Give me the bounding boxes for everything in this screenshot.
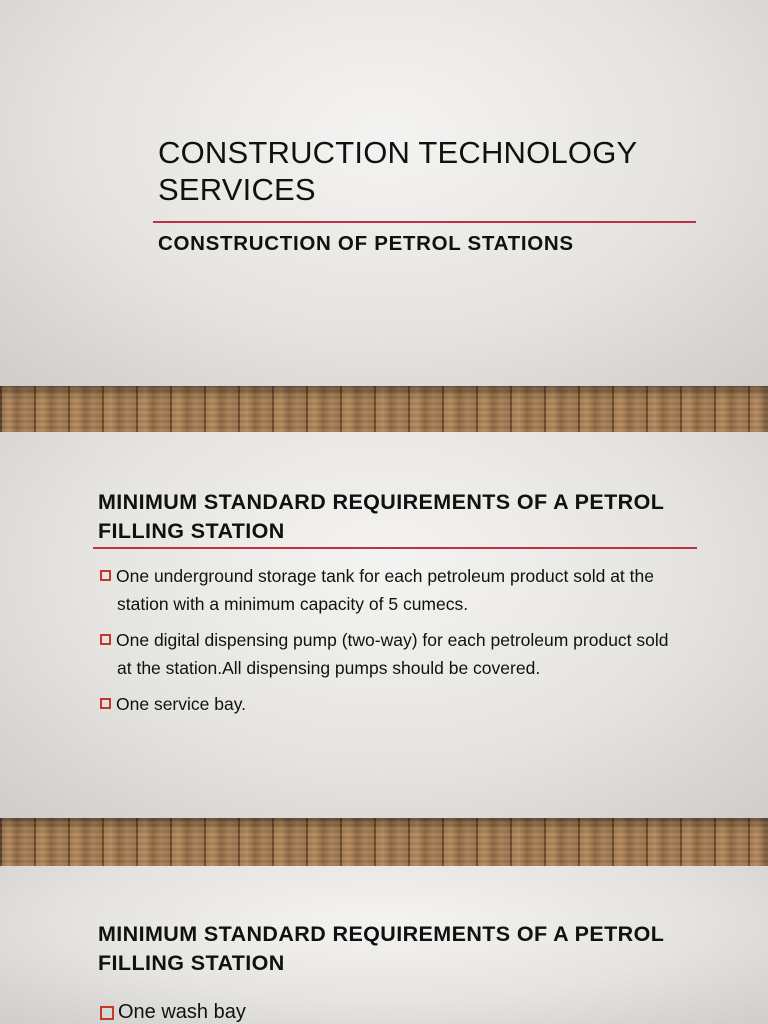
title-slide — [0, 0, 768, 386]
heading-divider-rule — [93, 547, 697, 549]
wood-floor-divider — [0, 386, 768, 432]
bullet-list — [98, 562, 678, 726]
bullet-text: One wash bay — [118, 1001, 246, 1023]
list-item — [98, 998, 246, 1024]
slide-heading: MINIMUM STANDARD REQUIREMENTS OF A PETROL FILLING STATION — [98, 490, 664, 543]
hollow-square-bullet-icon — [100, 570, 111, 581]
list-item — [98, 690, 678, 718]
presentation-subtitle: CONSTRUCTION OF PETROL STATIONS — [158, 232, 574, 255]
hollow-square-bullet-icon — [100, 1006, 114, 1020]
presentation-title: CONSTRUCTION TECHNOLOGY SERVICES — [158, 135, 637, 207]
wood-floor-divider — [0, 818, 768, 866]
bullet-text: One underground storage tank for each petroleum product sold at the station with a minimum capacity of 5 cumecs. — [116, 566, 654, 614]
bullet-text: One service bay. — [116, 694, 247, 714]
bullet-text: One digital dispensing pump (two-way) for each petroleum product sold at the station.All dispensing pumps should be covered. — [116, 630, 669, 678]
requirements-slide-2 — [0, 866, 768, 1024]
list-item — [98, 562, 678, 618]
requirements-slide-1 — [0, 432, 768, 818]
bullet-list — [98, 998, 246, 1024]
hollow-square-bullet-icon — [100, 634, 111, 645]
title-divider-rule — [153, 221, 696, 223]
slide-heading: MINIMUM STANDARD REQUIREMENTS OF A PETROL FILLING STATION — [98, 922, 664, 975]
hollow-square-bullet-icon — [100, 698, 111, 709]
list-item — [98, 626, 678, 682]
